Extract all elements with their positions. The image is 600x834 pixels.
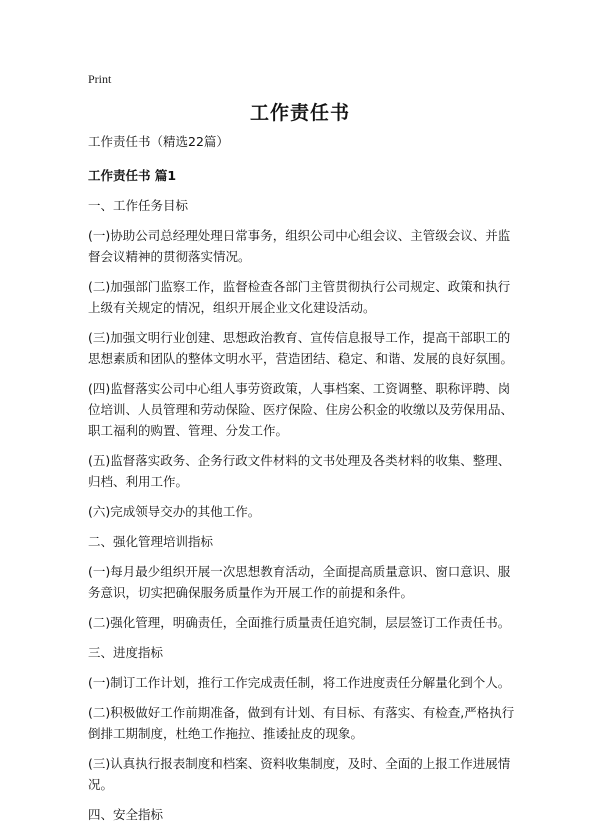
paragraph: (三)认真执行报表制度和档案、资料收集制度，及时、全面的上报工作进展情况。 bbox=[88, 755, 511, 792]
paragraph: (五)监督落实政务、企务行政文件材料的文书处理及各类材料的收集、整理、归档、利用工作。 bbox=[88, 452, 511, 489]
document-body bbox=[88, 131, 516, 834]
paragraph: (一)协助公司总经理处理日常事务，组织公司中心组会议、主管级会议、并监督会议精神的贯彻落实情况。 bbox=[88, 227, 511, 264]
paragraph: (四)监督落实公司中心组人事劳资政策，人事档案、工资调整、职称评聘、岗位培训、人员管理和劳动保险、医疗保险、住房公积金的收缴以及劳保用品、职工福利的购置、管理、分发工作。 bbox=[88, 380, 514, 438]
paragraph-heading-3: 三、进度指标 bbox=[88, 644, 164, 660]
paragraph-heading-2: 二、强化管理培训指标 bbox=[88, 533, 214, 549]
page-title: 工作责任书 bbox=[249, 102, 350, 124]
print-link[interactable]: Print bbox=[88, 72, 112, 86]
paragraph-heading-1: 一、工作任务目标 bbox=[88, 197, 189, 213]
paragraph: (一)制订工作计划，推行工作完成责任制，将工作进度责任分解量化到个人。 bbox=[88, 674, 511, 690]
paragraph: (二)强化管理，明确责任，全面推行质量责任追究制，层层签订工作责任书。 bbox=[88, 614, 511, 630]
document-subtitle: 工作责任书（精选22篇） bbox=[88, 134, 229, 149]
section-heading: 工作责任书 篇1 bbox=[88, 167, 177, 183]
paragraph: (二)加强部门监察工作，监督检查各部门主管贯彻执行公司规定、政策和执行上级有关规定的情况，组织开展企业文化建设活动。 bbox=[88, 278, 511, 315]
paragraph-heading-4: 四、安全指标 bbox=[88, 806, 164, 822]
paragraph: (二)积极做好工作前期准备，做到有计划、有目标、有落实、有检查,严格执行倒排工期制度，杜绝工作拖拉、推诿扯皮的现象。 bbox=[88, 704, 515, 741]
paragraph: (六)完成领导交办的其他工作。 bbox=[88, 503, 261, 519]
paragraph: (一)每月最少组织开展一次思想教育活动，全面提高质量意识、窗口意识、服务意识，切实把确保服务质量作为开展工作的前提和条件。 bbox=[88, 563, 511, 600]
paragraph: (三)加强文明行业创建、思想政治教育、宣传信息报导工作，提高干部职工的思想素质和团队的整体文明水平，营造团结、稳定、和谐、发展的良好氛围。 bbox=[88, 329, 514, 366]
